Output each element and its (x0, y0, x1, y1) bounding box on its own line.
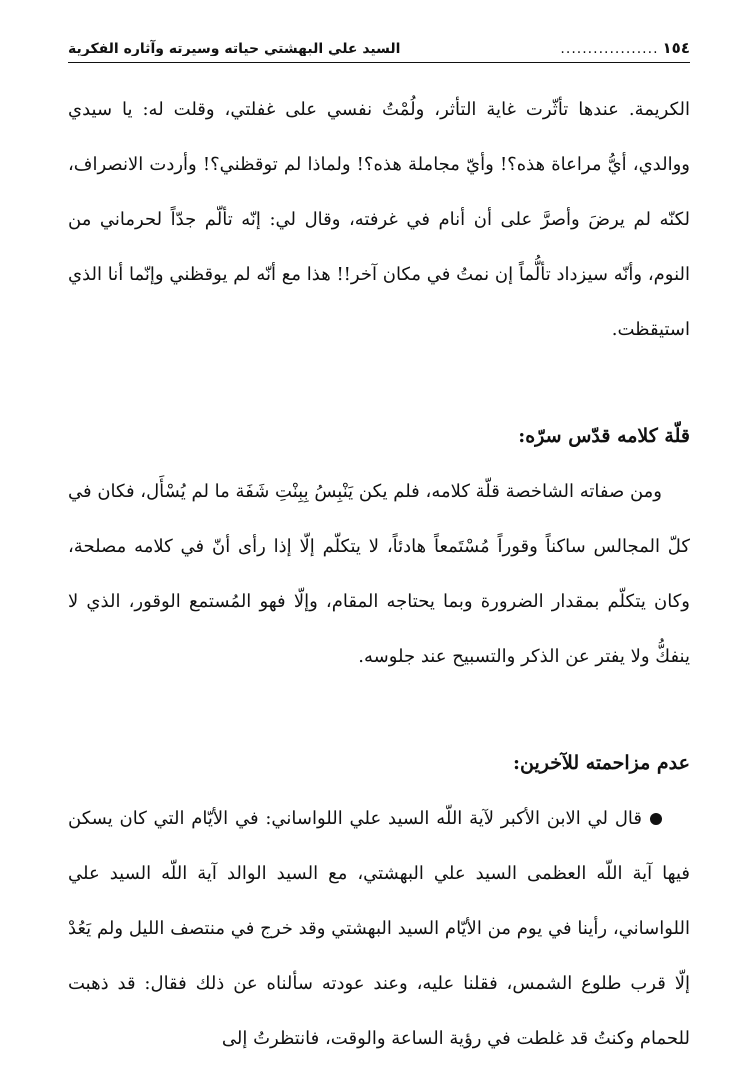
section-paragraph-few-words: ومن صفاته الشاخصة قلّة كلامه، فلم يكن يَنْبِسُ بِبِنْتِ شَفَة ما لم يُسْأَل، فكان في كلّ المجالس ساكناً وقوراً مُسْتَمعاً هادئاً، لا يتكلّم إلّا إذا رأى أنّ في كلامه مصلحة، وكان يتكلّم بمقدار الضرورة وبما يحتاجه المقام، وإلّا فهو المُستمع الوقور، الذي لا ينفكُّ ولا يفتر عن الذكر والتسبيح عند جلوسه. (68, 481, 690, 667)
book-page (68, 28, 690, 1049)
bullet-icon (650, 813, 662, 825)
section-heading-not-disturbing-others: عدم مزاحمته للآخرين: (512, 752, 690, 774)
intro-paragraph: الكريمة. عندها تأثّرت غاية التأثر، ولُمْتُ نفسي على غفلتي، وقلت له: يا سيدي ووالدي، أيُّ مراعاة هذه؟! وأيّ مجاملة هذه؟! ولماذا لم توقظني؟! وأردت الانصراف، لكنّه لم يرضَ وأصرَّ على أن أنام في غرفته، وقال لي: إنّه تألّم جدّاً لحرماني من النوم، وأنّه سيزداد تألُّماً إن نمتُ في مكان آخر!! هذا مع أنّه لم يوقظني وإنّما أنا الذي استيقظت. (68, 99, 690, 340)
running-header (68, 28, 690, 56)
anecdote-text: قال لي الابن الأكبر لآية اللّه السيد علي اللواساني: في الأيّام التي كان يسكن فيها آية اللّه العظمى السيد علي البهشتي، مع السيد الوالد آية اللّه السيد علي اللواساني، رأينا في يوم من الأيّام السيد البهشتي وقد خرج في منتصف الليل ولم يَعُدْ إلّا قرب طلوع الشمس، فقلنا عليه، وعند عودته سألناه عن ذلك فقال: قد ذهبت للحمام وكنتُ قد غلطت في رؤية الساعة والوقت، فانتظرتُ إلى (68, 808, 690, 1049)
section-paragraph-not-disturbing-others (68, 791, 690, 1066)
page-number: ١٥٤ (662, 39, 690, 56)
section-heading-few-words: قلّة كلامه قدّس سرّه: (518, 425, 690, 447)
header-rule (68, 62, 690, 63)
running-title: السيد علي البهشتي حياته وسيرته وآثاره الفكرية (68, 41, 401, 56)
dot-leader: .................. (560, 42, 659, 56)
